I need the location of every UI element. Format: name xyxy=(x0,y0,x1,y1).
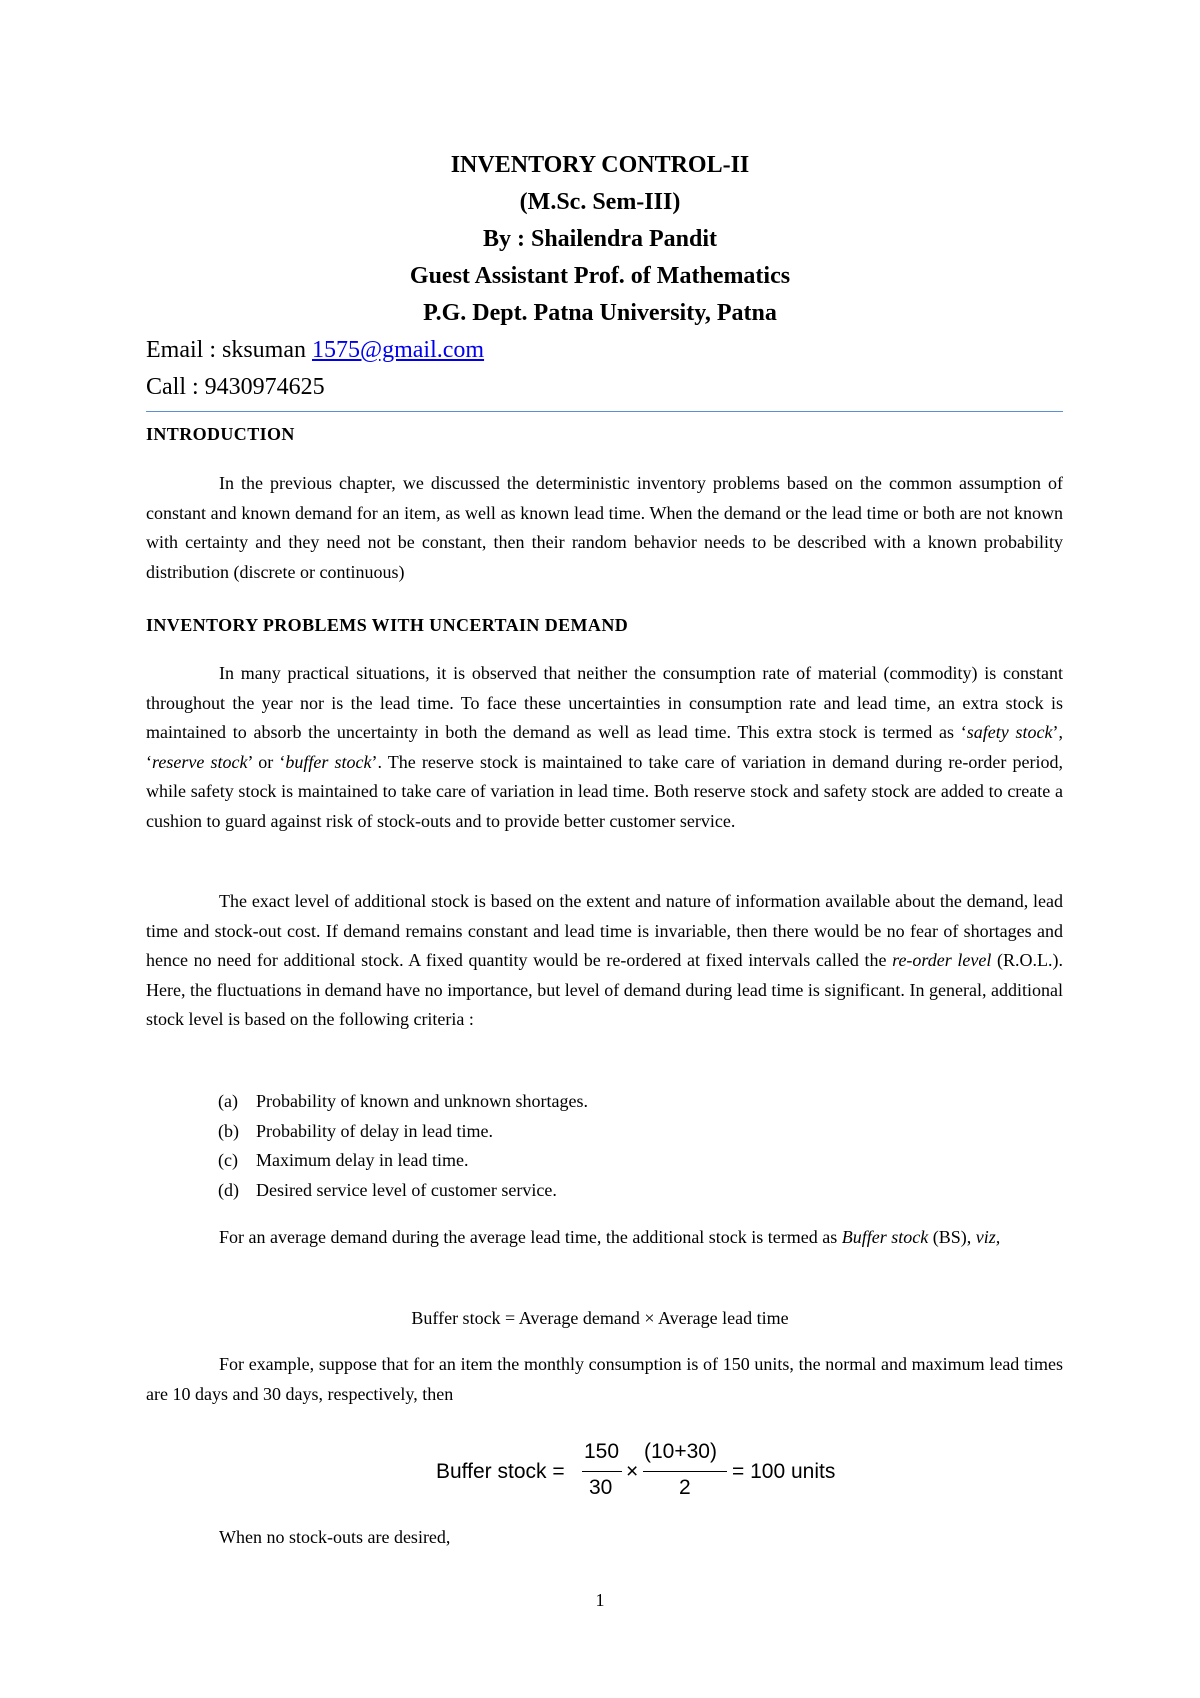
list-text: Probability of delay in lead time. xyxy=(256,1120,493,1141)
math-times: × xyxy=(626,1460,639,1483)
paragraph-text: (BS), xyxy=(928,1227,976,1247)
fraction-bar xyxy=(643,1471,727,1472)
math-lhs: Buffer stock = xyxy=(436,1460,565,1483)
math-denominator: 30 xyxy=(589,1476,613,1499)
fraction-bar xyxy=(582,1471,622,1472)
term-buffer-stock: Buffer stock xyxy=(841,1227,929,1247)
list-item xyxy=(218,1146,588,1176)
email-line xyxy=(146,335,484,365)
paragraph-text: ’ or ‘ xyxy=(247,751,286,772)
paragraph-text: The exact level of additional stock is based on the extent and nature of information available about the demand, lead time and stock-out cost. If demand remains constant and lead time is invariable, then there would be no fear of shortages and hence no need for additional stock. A fixed quantity would be re-ordered at fixed intervals called the xyxy=(146,891,1063,970)
document-title: INVENTORY CONTROL-II xyxy=(450,152,750,178)
paragraph-text: In many practical situations, it is observed that neither the consumption rate of material (commodity) is constant throughout the year nor is the lead time. To face these uncertainties in consumption rate and lead time, an extra stock is maintained to absorb the uncertainty in both the demand as well as lead time. This extra stock is termed as ‘ xyxy=(146,663,1063,742)
paragraph-safety-stock xyxy=(146,659,1063,836)
email-link[interactable]: 1575@gmail.com xyxy=(311,337,485,363)
math-rhs: = 100 units xyxy=(732,1460,836,1483)
paragraph-text: ’, ‘ xyxy=(146,722,1063,772)
list-item xyxy=(218,1176,588,1206)
call-line: Call : 9430974625 xyxy=(146,374,325,400)
list-item xyxy=(218,1117,588,1147)
term-safety-stock: safety stock xyxy=(966,722,1053,742)
list-text: Desired service level of customer service. xyxy=(256,1179,557,1200)
page-number: 1 xyxy=(595,1590,605,1610)
paragraph-additional-stock xyxy=(146,887,1063,1035)
list-item xyxy=(218,1087,588,1117)
author-name: By : Shailendra Pandit xyxy=(482,226,718,252)
uncertain-demand-heading: INVENTORY PROBLEMS WITH UNCERTAIN DEMAND xyxy=(146,615,629,635)
math-numerator: (10+30) xyxy=(644,1440,717,1463)
list-letter: (b) xyxy=(218,1120,239,1141)
term-reserve-stock: reserve stock xyxy=(152,751,248,772)
term-viz: viz, xyxy=(975,1227,1001,1247)
list-letter: (a) xyxy=(218,1091,238,1111)
math-numerator: 150 xyxy=(584,1440,620,1463)
introduction-heading: INTRODUCTION xyxy=(146,424,295,444)
math-denominator: 2 xyxy=(679,1476,691,1499)
introduction-paragraph: In the previous chapter, we discussed the deterministic inventory problems based on the common assumption of constant and known demand for an item, as well as known lead time. When the demand or the lead time or both are not known with certainty and they need not be constant, then their random behavior needs to be described with a known probability distribution (discrete or continuous) xyxy=(146,473,1063,582)
list-letter: (c) xyxy=(218,1150,238,1170)
paragraph-no-stockouts: When no stock-outs are desired, xyxy=(219,1527,451,1547)
buffer-stock-formula: Buffer stock = Average demand × Average lead time xyxy=(411,1308,789,1328)
list-text: Probability of known and unknown shortages. xyxy=(256,1091,588,1111)
term-buffer-stock: buffer stock xyxy=(285,751,372,772)
author-designation: Guest Assistant Prof. of Mathematics xyxy=(409,263,791,289)
department: P.G. Dept. Patna University, Patna xyxy=(423,300,777,326)
paragraph-example: For example, suppose that for an item the monthly consumption is of 150 units, the normal and maximum lead times are 10 days and 30 days, respectively, then xyxy=(146,1354,1063,1404)
paragraph-text: ’. The reserve stock is maintained to take care of variation in demand during re-order period, while safety stock is maintained to take care of variation in lead time. Both reserve stock and safety stock are added to create a cushion to guard against risk of stock-outs and to provide better customer service. xyxy=(146,751,1063,831)
email-label: Email : sksuman xyxy=(146,337,312,363)
header-divider xyxy=(146,411,1063,412)
course-label: (M.Sc. Sem-III) xyxy=(519,189,681,215)
paragraph-text: (R.O.L.). Here, the fluctuations in demand have no importance, but level of demand during lead time is significant. In general, additional stock level is based on the following criteria : xyxy=(146,950,1064,1029)
paragraph-buffer-stock xyxy=(219,1223,1063,1253)
list-letter: (d) xyxy=(218,1179,239,1200)
criteria-list xyxy=(218,1087,588,1205)
term-reorder-level: re-order level xyxy=(892,950,992,970)
list-text: Maximum delay in lead time. xyxy=(256,1150,469,1170)
paragraph-text: For an average demand during the average lead time, the additional stock is termed as xyxy=(219,1227,842,1247)
